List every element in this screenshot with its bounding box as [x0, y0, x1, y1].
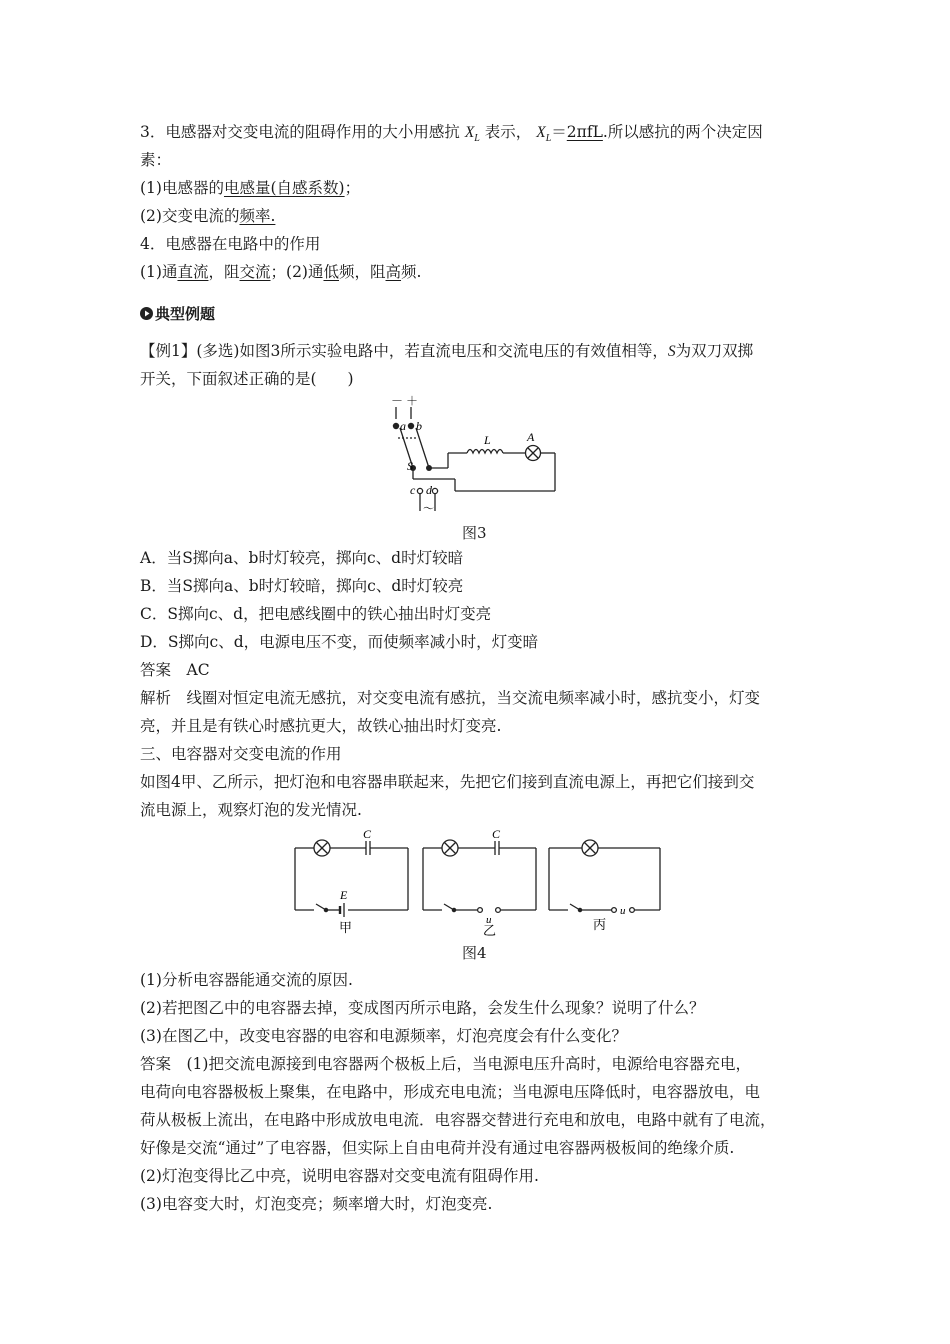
example1-analysis-2: 亮，并且是有铁心时感抗更大，故铁心抽出时灯变亮. [140, 717, 502, 735]
switch-blade-2 [416, 428, 429, 468]
label-bing: 丙 [593, 917, 607, 932]
item3-text-c: .所以感抗的两个决定因 [602, 123, 763, 141]
question-1: (1)分析电容器能通交流的原因. [140, 971, 353, 989]
label-u-bing: u [620, 905, 626, 917]
label-a: a [400, 419, 406, 433]
factor1-pre: (1)电感器的 [140, 179, 224, 197]
example1-tag: 【例1】 [140, 342, 197, 360]
label-C-jia: C [363, 828, 372, 841]
question-2: (2)若把图乙中的电容器去掉，变成图丙所示电路，会发生什么现象？说明了什么？ [140, 999, 705, 1017]
label-C-yi: C [492, 828, 501, 841]
role-answer-low: 低 [323, 263, 339, 281]
item3-line [140, 122, 763, 149]
option-a: A．当S掷向a、b时灯较亮，掷向c、d时灯较暗 [140, 549, 464, 567]
label-S: S [407, 459, 413, 473]
xl-subscript: L [474, 133, 480, 145]
role-answer-ac: 交流 [239, 263, 271, 281]
answer-line-2: 电荷向电容器极板上聚集，在电路中，形成充电电流；当电源电压降低时，电容器放电，电 [140, 1083, 761, 1101]
typical-examples-heading [140, 304, 215, 324]
circuit-yi [423, 840, 536, 912]
role-answer-high: 高 [385, 263, 402, 281]
inductor-coil [467, 450, 503, 454]
label-ac: ～ [423, 503, 434, 515]
answer-line-1: 答案 (1)把交流电源接到电容器两个极板上后，当电源电压升高时，电源给电容器充电， [140, 1055, 751, 1073]
factor2-answer: 频率. [239, 207, 276, 225]
role-line [140, 262, 421, 282]
option-b: B．当S掷向a、b时灯较暗，掷向c、d时灯较亮 [140, 577, 464, 595]
role-text-5: ；(2)通 [270, 263, 324, 281]
terminal-c [417, 488, 422, 493]
figure4-circuits [290, 828, 670, 938]
label-b: b [416, 419, 422, 433]
item3-text: 3．电感器对交变电流的阻碍作用的大小用感抗 [140, 123, 460, 141]
role-text-1: (1)通 [140, 263, 178, 281]
formula-subscript: L [545, 133, 552, 145]
role-text-9: 频. [401, 263, 422, 281]
label-c: c [410, 483, 416, 497]
item3-text-d: 素： [140, 151, 172, 169]
example1-answer: 答案 AC [140, 661, 210, 679]
circuit-bing [549, 840, 660, 912]
switch-yi [444, 904, 454, 910]
capacitor-intro-2: 流电源上，观察灯泡的发光情况. [140, 801, 362, 819]
terminal-a [393, 423, 399, 429]
play-circle-icon [140, 307, 153, 320]
label-L: L [484, 433, 491, 447]
label-d: d [426, 483, 432, 497]
terminal-d [432, 488, 437, 493]
answer-line-4: 好像是交流“通过”了电容器，但实际上自由电荷并没有通过电容器两极板间的绝缘介质. [140, 1139, 735, 1157]
source-yi-terminal-2 [478, 908, 483, 913]
switch-jia [316, 904, 326, 910]
formula-equals: ＝ [551, 123, 567, 141]
label-yi: 乙 [483, 923, 497, 938]
item4-line [140, 234, 320, 254]
capacitor-intro-1: 如图4甲、乙所示，把灯泡和电容器串联起来，先把它们接到直流电源上，再把它们接到交 [140, 773, 755, 791]
xl-symbol: X [464, 124, 475, 141]
label-E: E [340, 888, 348, 902]
factor2-pre: (2)交变电流的 [140, 207, 240, 225]
source-bing-terminal-1 [630, 908, 635, 913]
typical-examples-label: 典型例题 [155, 305, 216, 323]
label-u-yi: u [486, 914, 492, 926]
formula-answer: 2πfL [566, 123, 603, 141]
switch-symbol: S [667, 343, 676, 360]
switch-bing [570, 904, 580, 910]
factor2-line [140, 206, 275, 226]
factor1-line [140, 178, 360, 198]
question-3: (3)在图乙中，改变电容器的电容和电源频率，灯泡亮度会有什么变化？ [140, 1027, 627, 1045]
factor1-answer: 电感量(自感系数) [223, 179, 345, 197]
example1-stem-line [140, 341, 753, 362]
item3-text-b: 表示， [484, 123, 532, 141]
source-yi-terminal-1 [496, 908, 501, 913]
factor1-post: ； [344, 179, 361, 197]
capacitor-section-title: 三、电容器对交变电流的作用 [140, 745, 342, 763]
switch-pivot-2 [426, 465, 432, 471]
label-A: A [527, 430, 535, 444]
label-jia: 甲 [339, 920, 353, 935]
example1-analysis-1: 解析 线圈对恒定电流无感抗，对交变电流有感抗，当交流电频率减小时，感抗变小，灯变 [140, 689, 761, 707]
formula-lhs: X [536, 124, 546, 141]
example1-stem-line-2 [140, 369, 354, 389]
example1-stem-1: (多选)如图3所示实验电路中，若直流电压和交流电压的有效值相等， [196, 342, 668, 360]
example1-stem-3: 开关，下面叙述正确的是( ) [140, 370, 354, 388]
figure4-caption: 图4 [462, 944, 487, 962]
role-text-7: 频，阻 [339, 263, 386, 281]
example1-stem-2: 为双刀双掷 [675, 342, 754, 360]
option-d: D．S掷向c、d，电源电压不变，而使频率减小时，灯变暗 [140, 633, 539, 651]
source-bing-terminal-2 [612, 908, 617, 913]
answer-line-6: (3)电容变大时，灯泡变亮；频率增大时，灯泡变亮. [140, 1195, 493, 1213]
item4-text: 4．电感器在电路中的作用 [140, 235, 321, 253]
role-answer-dc: 直流 [177, 263, 209, 281]
answer-line-3: 荷从极板上流出，在电路中形成放电电流．电容器交替进行充电和放电，电路中就有了电流， [140, 1111, 776, 1129]
figure3-caption: 图3 [462, 524, 487, 542]
label-minus: － [391, 394, 404, 408]
answer-line-5: (2)灯泡变得比乙中亮，说明电容器对交变电流有阻碍作用. [140, 1167, 539, 1185]
role-text-3: ，阻 [208, 263, 240, 281]
item3-line-2 [140, 150, 171, 170]
label-plus: ＋ [406, 394, 419, 408]
terminal-b [408, 423, 414, 429]
option-c: C．S掷向c、d，把电感线圈中的铁心抽出时灯变亮 [140, 605, 492, 623]
figure3-circuit [380, 393, 580, 518]
circuit-jia [295, 840, 408, 917]
